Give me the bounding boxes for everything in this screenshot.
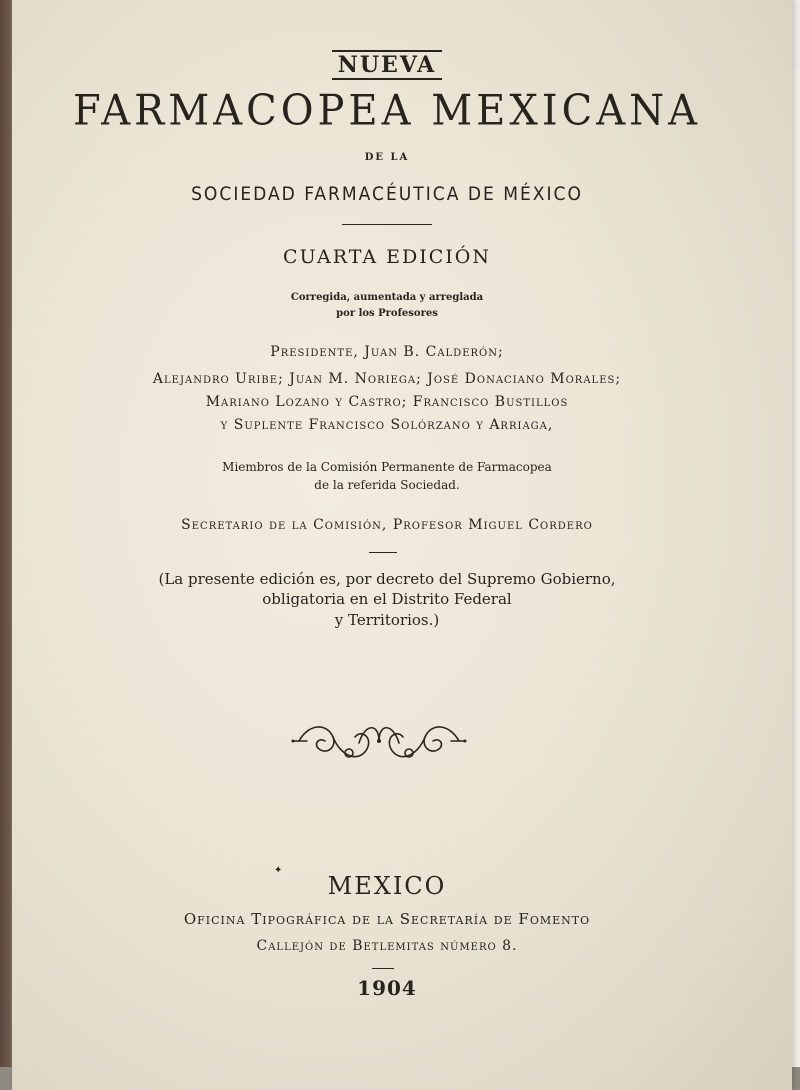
header-nueva: NUEVA: [12, 52, 762, 78]
names-line: Alejandro Uribe; Juan M. Noriega; José Donaciano Morales;: [152, 371, 622, 387]
imprint-city: MEXICO: [327, 872, 447, 900]
divider-rule: [342, 224, 432, 225]
edition-label: CUARTA EDICIÓN: [283, 246, 491, 268]
secretary-line: Secretario de la Comisión, Profesor Miguel Cordero: [181, 517, 593, 533]
decree-line: y Territorios.): [334, 611, 440, 629]
imprint-office: Oficina Tipográfica de la Secretaría de Fomento: [183, 910, 591, 928]
decree-line: obligatoria en el Distrito Federal: [262, 590, 512, 608]
divider-rule: [369, 552, 397, 553]
members-line: Miembros de la Comisión Permanente de Farmacopea: [222, 460, 552, 474]
members-line: de la referida Sociedad.: [314, 478, 460, 492]
asterisk-mark-icon: ✦: [274, 865, 283, 876]
names-line: y Suplente Francisco Solórzano y Arriaga,: [220, 417, 554, 433]
ornament-flourish-icon: [289, 713, 469, 769]
corrected-note: Corregida, aumentada y arreglada: [290, 292, 484, 303]
header-de-la: DE LA: [364, 152, 410, 163]
names-line: Presidente, Juan B. Calderón;: [270, 344, 504, 360]
society-name: SOCIEDAD FARMACÉUTICA DE MÉXICO: [191, 183, 583, 205]
book-title: FARMACOPEA MEXICANA: [72, 86, 702, 136]
decree-line: (La presente edición es, por decreto del Supremo Gobierno,: [158, 570, 616, 588]
imprint-address: Callejón de Betlemitas número 8.: [256, 938, 518, 954]
title-page: [12, 0, 792, 1090]
publication-year: 1904: [357, 976, 417, 1000]
divider-rule: [372, 968, 394, 969]
names-line: Mariano Lozano y Castro; Francisco Bustillos: [205, 394, 569, 410]
professors-note: por los Profesores: [336, 308, 438, 319]
